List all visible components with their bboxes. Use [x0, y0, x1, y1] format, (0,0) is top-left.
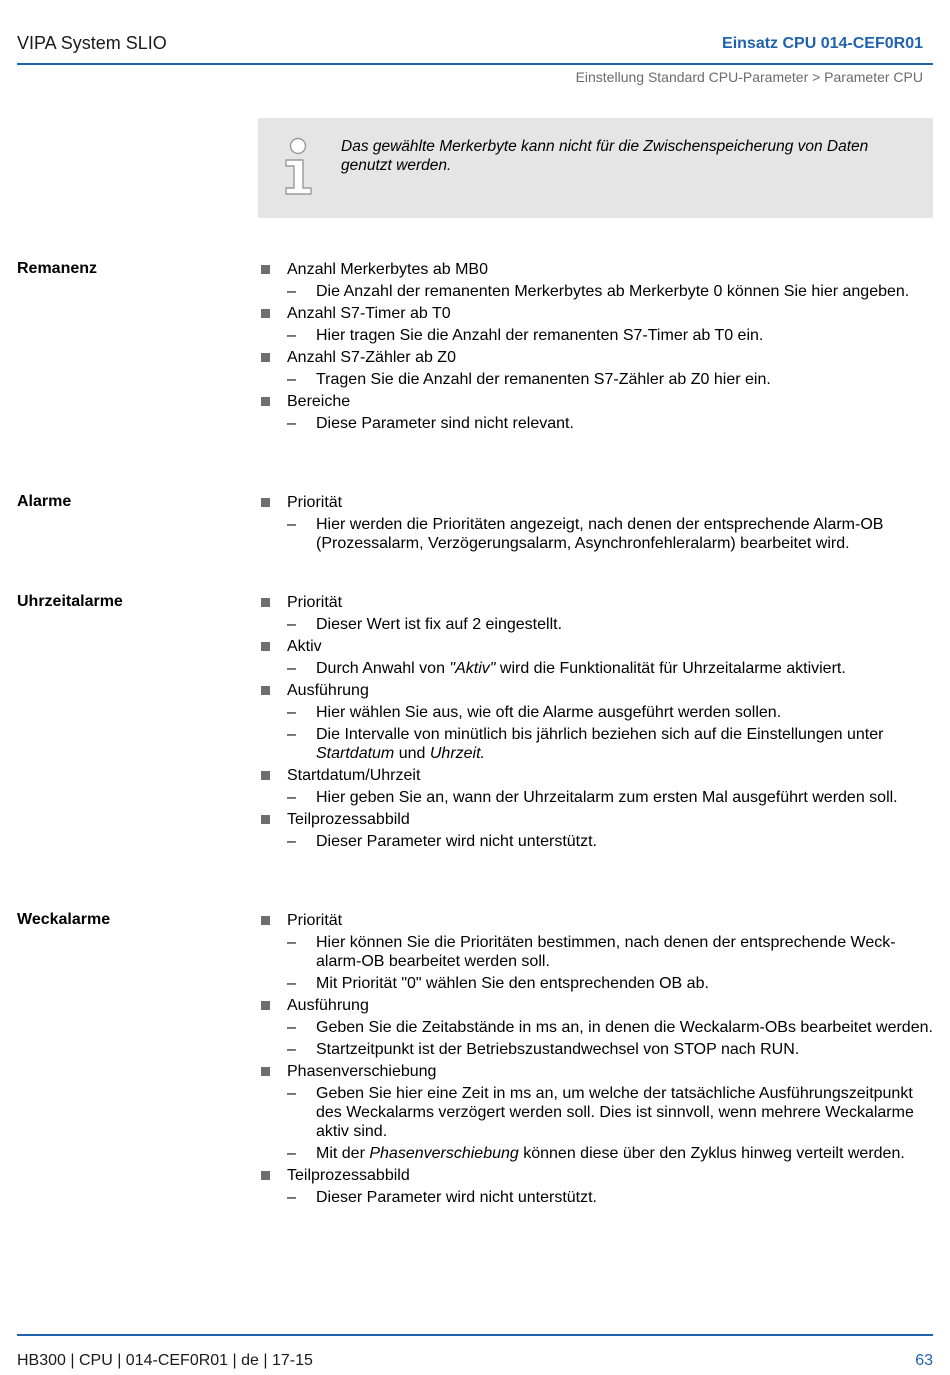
item-label: Teilprozessabbild: [287, 1167, 410, 1184]
breadcrumb: Einstellung Standard CPU-Parameter > Parameter CPU: [575, 69, 923, 85]
item-label: Anzahl S7-Timer ab T0: [287, 305, 451, 322]
list-item: [258, 1062, 933, 1163]
dash-bullet-icon: –: [287, 283, 296, 300]
sub-list: [287, 703, 933, 763]
dash-bullet-icon: –: [287, 789, 296, 806]
square-bullet-icon: [261, 815, 270, 824]
list-item: [258, 493, 933, 553]
item-label: Teilprozessabbild: [287, 811, 410, 828]
list-item: [258, 810, 933, 851]
dash-bullet-icon: –: [287, 1019, 296, 1036]
sub-item: [287, 414, 933, 433]
square-bullet-icon: [261, 1067, 270, 1076]
sub-item: [287, 788, 933, 807]
sub-item-text: können diese über den Zyklus hinweg verteilt werden.: [518, 1145, 905, 1162]
emphasized-text: Startdatum: [316, 745, 395, 762]
items-list: [258, 260, 933, 436]
list-item: [258, 593, 933, 634]
sub-item-text: Hier können Sie die Prioritäten bestimmen, nach denen der entsprechende Weckalarm-OB bearbeitet werden soll.: [316, 934, 896, 970]
sub-list: [287, 1084, 933, 1163]
sub-list: [287, 788, 933, 807]
chapter-title: Einsatz CPU 014-CEF0R01: [722, 35, 923, 52]
list-item: [258, 392, 933, 433]
sub-item-text: Startzeitpunkt ist der Betriebszustandwechsel von STOP nach RUN.: [316, 1041, 800, 1058]
item-label: Priorität: [287, 912, 343, 929]
dash-bullet-icon: –: [287, 616, 296, 633]
list-item: [258, 681, 933, 763]
sub-item-text: Hier werden die Prioritäten angezeigt, nach denen der entsprechende Alarm-OB (Prozessalarm, Verzögerungsalarm, Asynchronfehleralarm) bearbeitet wird.: [316, 516, 884, 552]
items-list: [258, 593, 933, 854]
square-bullet-icon: [261, 771, 270, 780]
sub-item: [287, 832, 933, 851]
info-icon: [282, 136, 318, 196]
sub-item: [287, 659, 933, 678]
sub-item: [287, 974, 933, 993]
sub-list: [287, 515, 933, 553]
sub-item: [287, 703, 933, 722]
dash-bullet-icon: –: [287, 934, 296, 951]
item-label: Anzahl S7-Zähler ab Z0: [287, 349, 456, 366]
sub-item: [287, 370, 933, 389]
square-bullet-icon: [261, 397, 270, 406]
note-text: Das gewählte Merkerbyte kann nicht für die Zwischenspeicherung von Daten genutzt werden.: [341, 138, 869, 174]
square-bullet-icon: [261, 498, 270, 507]
sub-list: [287, 1018, 933, 1059]
sub-item-text: Hier wählen Sie aus, wie oft die Alarme ausgeführt werden sollen.: [316, 704, 782, 721]
items-list: [258, 911, 933, 1210]
square-bullet-icon: [261, 1001, 270, 1010]
dash-bullet-icon: –: [287, 1041, 296, 1058]
sub-item-text: Tragen Sie die Anzahl der remanenten S7-Zähler ab Z0 hier ein.: [316, 371, 771, 388]
item-label: Ausführung: [287, 997, 369, 1014]
sub-item-text: Dieser Parameter wird nicht unterstützt.: [316, 1189, 597, 1206]
list-item: [258, 304, 933, 345]
section-title: Alarme: [17, 493, 72, 510]
header-rule: [17, 63, 933, 65]
document-title: VIPA System SLIO: [17, 33, 167, 53]
sub-item: [287, 615, 933, 634]
sub-list: [287, 370, 933, 389]
square-bullet-icon: [261, 916, 270, 925]
item-label: Phasenverschiebung: [287, 1063, 437, 1080]
dash-bullet-icon: –: [287, 726, 296, 743]
square-bullet-icon: [261, 686, 270, 695]
sub-item: [287, 725, 933, 763]
dash-bullet-icon: –: [287, 415, 296, 432]
sub-item-text: Mit der: [316, 1145, 370, 1162]
list-item: [258, 766, 933, 807]
dash-bullet-icon: –: [287, 327, 296, 344]
square-bullet-icon: [261, 265, 270, 274]
sub-item: [287, 1144, 933, 1163]
section-title: Remanenz: [17, 260, 98, 277]
emphasized-text: "Aktiv": [449, 660, 496, 677]
dash-bullet-icon: –: [287, 660, 296, 677]
sub-item-text: wird die Funktionalität für Uhrzeitalarme aktiviert.: [495, 660, 846, 677]
section-title: Uhrzeitalarme: [17, 593, 123, 610]
sub-list: [287, 615, 933, 634]
sub-item: [287, 326, 933, 345]
sub-item-text: Hier geben Sie an, wann der Uhrzeitalarm zum ersten Mal ausgeführt werden soll.: [316, 789, 898, 806]
item-label: Priorität: [287, 594, 343, 611]
sub-list: [287, 832, 933, 851]
footer-info: HB300 | CPU | 014-CEF0R01 | de | 17-15: [17, 1352, 313, 1369]
sub-item-text: Mit Priorität "0" wählen Sie den entsprechenden OB ab.: [316, 975, 709, 992]
sub-item-text: Geben Sie die Zeitabstände in ms an, in denen die Weckalarm-OBs bearbeitet werden.: [316, 1019, 933, 1036]
item-label: Startdatum/Uhrzeit: [287, 767, 421, 784]
sub-list: [287, 326, 933, 345]
sub-item-text: Hier tragen Sie die Anzahl der remanenten S7-Timer ab T0 ein.: [316, 327, 764, 344]
list-item: [258, 637, 933, 678]
sub-item: [287, 515, 933, 553]
list-item: [258, 260, 933, 301]
dash-bullet-icon: –: [287, 975, 296, 992]
sub-list: [287, 659, 933, 678]
dash-bullet-icon: –: [287, 833, 296, 850]
square-bullet-icon: [261, 353, 270, 362]
sub-item: [287, 1040, 933, 1059]
sub-item-text: Die Intervalle von minütlich bis jährlich beziehen sich auf die Einstellungen unter: [316, 726, 884, 743]
sub-item: [287, 1018, 933, 1037]
dash-bullet-icon: –: [287, 1189, 296, 1206]
list-item: [258, 911, 933, 993]
square-bullet-icon: [261, 309, 270, 318]
section-title: Weckalarme: [17, 911, 111, 928]
item-label: Anzahl Merkerbytes ab MB0: [287, 261, 488, 278]
dash-bullet-icon: –: [287, 1085, 296, 1102]
sub-list: [287, 282, 933, 301]
page-number: 63: [915, 1352, 933, 1369]
sub-item-text: und: [394, 745, 430, 762]
list-item: [258, 1166, 933, 1207]
sub-list: [287, 1188, 933, 1207]
dash-bullet-icon: –: [287, 371, 296, 388]
emphasized-text: Phasenverschiebung: [369, 1145, 519, 1162]
item-label: Ausführung: [287, 682, 369, 699]
emphasized-text: Uhrzeit.: [429, 745, 485, 762]
sub-item-text: Die Anzahl der remanenten Merkerbytes ab Merkerbyte 0 können Sie hier angeben.: [316, 283, 910, 300]
item-label: Bereiche: [287, 393, 351, 410]
sub-item-text: Durch Anwahl von: [316, 660, 450, 677]
sub-item: [287, 282, 933, 301]
item-label: Aktiv: [287, 638, 322, 655]
list-item: [258, 348, 933, 389]
sub-item-text: Diese Parameter sind nicht relevant.: [316, 415, 574, 432]
sub-item: [287, 1084, 933, 1141]
dash-bullet-icon: –: [287, 516, 296, 533]
list-item: [258, 996, 933, 1059]
sub-item-text: Geben Sie hier eine Zeit in ms an, um welche der tatsächliche Ausführungszeitpunkt des Weckalarms verzögert werden soll. Dies ist sinnvoll, wenn mehrere Weckalarme aktiv sind.: [316, 1085, 914, 1140]
items-list: [258, 493, 933, 556]
sub-item: [287, 1188, 933, 1207]
dash-bullet-icon: –: [287, 1145, 296, 1162]
item-label: Priorität: [287, 494, 343, 511]
square-bullet-icon: [261, 1171, 270, 1180]
sub-list: [287, 933, 933, 993]
footer-rule: [17, 1334, 933, 1336]
sub-list: [287, 414, 933, 433]
square-bullet-icon: [261, 642, 270, 651]
sub-item-text: Dieser Wert ist fix auf 2 eingestellt.: [316, 616, 563, 633]
sub-item: [287, 933, 933, 971]
dash-bullet-icon: –: [287, 704, 296, 721]
square-bullet-icon: [261, 598, 270, 607]
note-box: [258, 118, 933, 218]
sub-item-text: Dieser Parameter wird nicht unterstützt.: [316, 833, 597, 850]
